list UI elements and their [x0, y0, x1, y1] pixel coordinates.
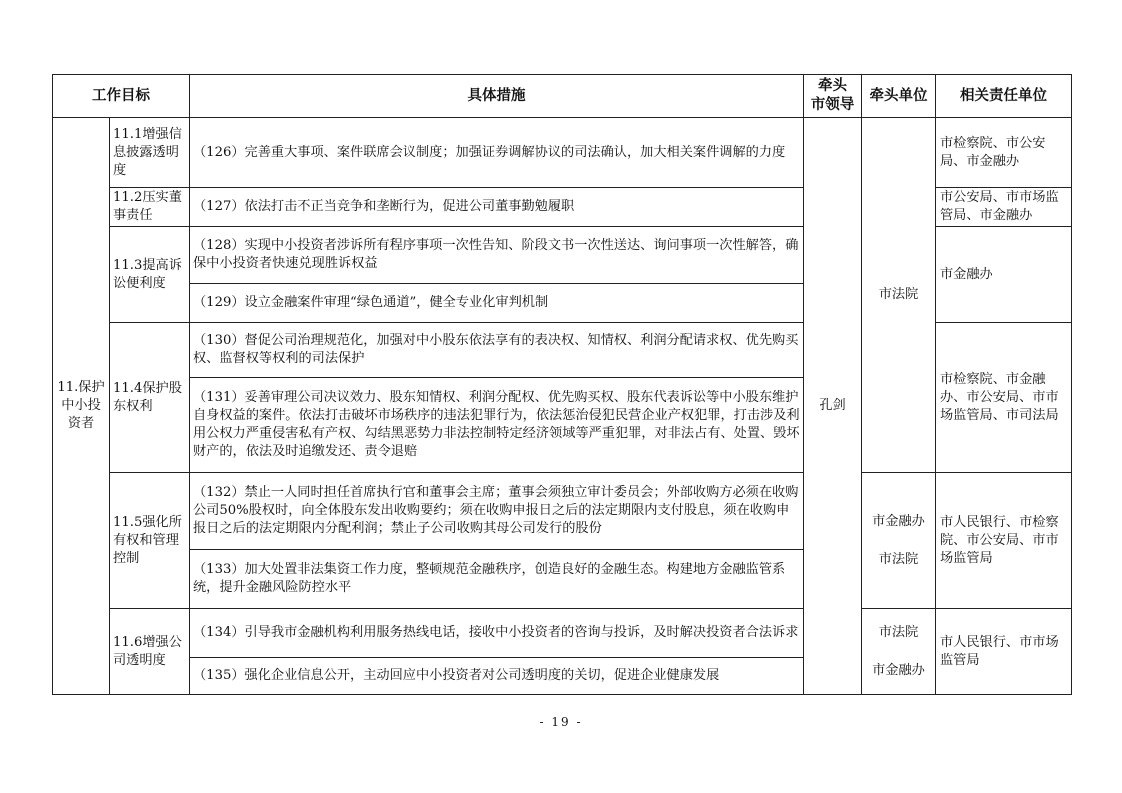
measure-cell: （127）依法打击不正当竞争和垄断行为，促进公司董事勤勉履职	[190, 188, 804, 227]
measure-cell: （126）完善重大事项、案件联席会议制度；加强证券调解协议的司法确认，加大相关案件调解的力度	[190, 118, 804, 188]
lead-unit-cell: 市法院	[862, 118, 936, 473]
leader-cell: 孔剑	[804, 118, 862, 695]
header-leader: 牵头 市领导	[804, 75, 862, 118]
related-unit-cell: 市金融办	[936, 227, 1072, 323]
header-row	[53, 75, 1072, 118]
subgoal-cell: 11.2压实董事责任	[110, 188, 190, 227]
table-row	[53, 473, 1072, 550]
subgoal-cell: 11.1增强信息披露透明度	[110, 118, 190, 188]
measure-cell: （131）妥善审理公司决议效力、股东知情权、利润分配权、优先购买权、股东代表诉讼等中小股东维护自身权益的案件。依法打击破坏市场秩序的违法犯罪行为，依法惩治侵犯民营企业产权犯罪，打击涉及利用公权力严重侵害私有产权、勾结黑恶势力非法控制特定经济领域等严重犯罪，对非法占有、处置、毁坏财产的，依法及时追缴发还、责令退赔	[190, 378, 804, 473]
table-row	[53, 609, 1072, 658]
table-row	[53, 118, 1072, 188]
measures-table	[52, 74, 1072, 695]
header-goal: 工作目标	[53, 75, 190, 118]
subgoal-cell: 11.5强化所有权和管理控制	[110, 473, 190, 609]
related-unit-cell: 市人民银行、市检察院、市公安局、市市场监管局	[936, 473, 1072, 609]
subgoal-cell: 11.3提高诉讼便利度	[110, 227, 190, 323]
measure-cell: （132）禁止一人同时担任首席执行官和董事会主席；董事会须独立审计委员会；外部收购方必须在收购公司50%股权时，向全体股东发出收购要约；须在收购申报日之后的法定期限内支付股息，须在收购申报日之后的法定期限内分配利润；禁止子公司收购其母公司发行的股份	[190, 473, 804, 550]
subgoal-cell: 11.4保护股东权利	[110, 323, 190, 473]
measure-cell: （128）实现中小投资者涉诉所有程序事项一次性告知、阶段文书一次性送达、询问事项一次性解答，确保中小投资者快速兑现胜诉权益	[190, 227, 804, 284]
header-lead-unit: 牵头单位	[862, 75, 936, 118]
subgoal-cell: 11.6增强公司透明度	[110, 609, 190, 695]
header-related: 相关责任单位	[936, 75, 1072, 118]
measure-cell: （130）督促公司治理规范化，加强对中小股东依法享有的表决权、知情权、利润分配请求权、优先购买权、监督权等权利的司法保护	[190, 323, 804, 378]
measure-cell: （134）引导我市金融机构利用服务热线电话，接收中小投资者的咨询与投诉，及时解决投资者合法诉求	[190, 609, 804, 658]
related-unit-cell: 市公安局、市市场监管局、市金融办	[936, 188, 1072, 227]
related-unit-cell: 市人民银行、市市场监管局	[936, 609, 1072, 695]
measure-cell: （129）设立金融案件审理“绿色通道”，健全专业化审判机制	[190, 284, 804, 323]
related-unit-cell: 市检察院、市公安局、市金融办	[936, 118, 1072, 188]
related-unit-cell: 市检察院、市金融办、市公安局、市市场监管局、市司法局	[936, 323, 1072, 473]
goal-cell: 11.保护中小投资者	[53, 118, 110, 695]
page-number: - 19 -	[539, 715, 583, 729]
header-measure: 具体措施	[190, 75, 804, 118]
measure-cell: （133）加大处置非法集资工作力度，整顿规范金融秩序，创造良好的金融生态。构建地方金融监管系统，提升金融风险防控水平	[190, 550, 804, 609]
lead-unit-cell: 市法院 市金融办	[862, 609, 936, 695]
lead-unit-cell: 市金融办 市法院	[862, 473, 936, 609]
measure-cell: （135）强化企业信息公开，主动回应中小投资者对公司透明度的关切，促进企业健康发展	[190, 658, 804, 695]
